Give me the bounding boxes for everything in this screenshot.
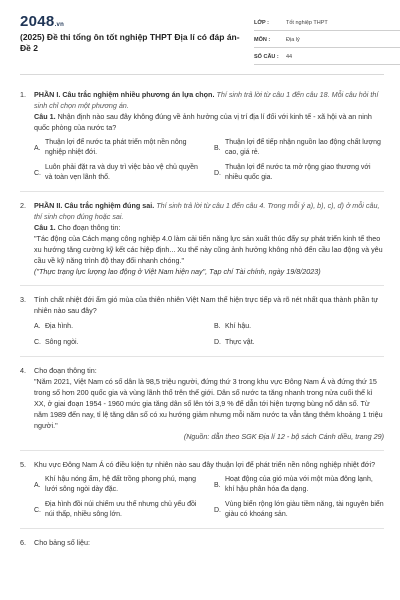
option-d[interactable] [214,500,384,520]
option-text: Thực vật. [225,338,255,346]
option-text: Khí hậu. [225,322,252,330]
section-heading: PHẦN I. Câu trắc nghiệm nhiều phương án lựa chọn. [34,90,215,99]
meta-row-count [254,50,400,65]
option-text: Thuận lợi để tiếp nhận nguồn lao động chất lượng cao, giá rẻ. [225,139,381,156]
meta-row-class [254,16,400,31]
option-letter: A. [34,323,41,330]
question-5 [20,459,384,520]
answer-options [34,321,384,348]
meta-key: SỐ CÂU : [254,54,279,60]
question-number: 6. [20,538,26,547]
option-b[interactable] [214,321,384,332]
option-d[interactable] [214,337,384,348]
question-1 [20,89,384,183]
option-c[interactable] [34,163,204,183]
info-passage: "Tác động của Cách mạng công nghiệp 4.0 làm cải tiến năng lực sản xuất thúc đẩy sự phát triển kinh tế theo xu hướng tăng cường kỹ kết các hiệp định... Xu thế này cũng ảnh hưởng không nhỏ đến cầu lao động và yêu cầu về kỹ năng trình độ thay đổi nhanh chóng." [34,234,383,265]
question-2 [20,200,384,277]
option-b[interactable] [214,475,384,495]
question-text: Tính chất nhiệt đới ẩm gió mùa của thiên nhiên Việt Nam thể hiện trực tiếp và rõ nét nhất qua thành phần tự nhiên nào sau đây? [34,295,379,315]
question-number: 1. [20,90,26,99]
question-number: 4. [20,366,26,375]
option-letter: D. [214,339,221,346]
option-c[interactable] [34,337,204,348]
answer-options [34,138,384,183]
option-letter: B. [214,481,221,489]
question-4 [20,365,384,442]
option-a[interactable] [34,321,204,332]
info-passage: "Năm 2021, Việt Nam có số dân là 98,5 triệu người, đứng thứ 3 trong khu vực Đông Nam Á và đứng thứ 15 trong số hơn 200 quốc gia và vùng lãnh thổ trên thế giới. Dân số nước ta tăng nhanh trong nửa cuối thế kỉ XX, ở giai đoạn 1954 - 1960 mức gia tăng dân số lên tới 3,9 % để dẫn tới hiện tượng bùng nổ dân số. Từ năm 1989 đến nay, tỉ lệ tăng dân số có xu hướng giảm nhưng mỗi năm nước ta vẫn tăng thêm khoảng 1 triệu người." [34,377,383,430]
logo-domain: .vn [54,22,65,28]
option-a[interactable] [34,138,204,158]
question-divider [20,191,384,192]
option-text: Sông ngòi. [45,338,79,346]
option-letter: A. [34,481,41,489]
section-heading: PHẦN II. Câu trắc nghiệm đúng sai. [34,201,155,210]
exam-meta-box [254,16,400,67]
question-divider [20,450,384,451]
option-text: Thuận lợi để nước ta mở rộng giao thương với nhiều quốc gia. [225,164,371,181]
question-text: Khu vực Đông Nam Á có điều kiện tự nhiên nào sau đây thuận lợi để phát triển nền nông nghiệp nhiệt đới? [34,460,376,469]
question-number: 5. [20,460,26,469]
option-letter: C. [34,169,41,177]
meta-row-subject [254,33,400,48]
section-instruction: Thí sinh trả lời từ câu 1 đến câu 18. Mỗi câu hỏi thí sinh chỉ chọn một phương án. [34,90,379,110]
option-letter: D. [214,169,221,177]
question-6 [20,537,384,548]
option-letter: A. [34,144,41,152]
section-instruction: Thí sinh trả lời từ câu 1 đến câu 4. Trong mỗi ý a), b), c), d) ở mỗi câu, thí sinh chọn đúng hoặc sai. [34,201,380,221]
option-letter: D. [214,506,221,514]
option-d[interactable] [214,163,384,183]
meta-value: Tốt nghiệp THPT [286,20,328,26]
meta-value: 44 [286,54,293,60]
site-logo[interactable] [20,13,64,30]
option-b[interactable] [214,138,384,158]
question-text: Cho bảng số liệu: [34,538,90,547]
option-c[interactable] [34,500,204,520]
question-text: Nhận định nào sau đây không đúng về ảnh hưởng của vị trí địa lí đối với kinh tế - xã hội và an ninh quốc phòng của nước ta? [34,112,372,132]
page-title: (2025) Đề thi tổng ôn tốt nghiệp THPT Địa lí có đáp án- Đề 2 [20,32,240,53]
question-label: Câu 1. [34,223,56,232]
question-lead: Cho đoạn thông tin: [55,223,121,232]
question-lead: Cho đoạn thông tin: [34,366,97,375]
option-text: Địa hình. [45,322,74,330]
option-a[interactable] [34,475,204,495]
passage-source: (Nguồn: dẫn theo SGK Địa lí 12 - bộ sách Cánh diều, trang 29) [183,432,384,441]
option-letter: B. [214,144,221,152]
option-text: Khí hậu nóng ẩm, hệ đất trồng phong phú, mạng lưới sông ngòi dày đặc. [45,476,197,493]
question-divider [20,528,384,529]
passage-source: ("Thực trạng lực lượng lao động ở Việt Nam hiện nay", Tạp chí Tài chính, ngày 19/8/2023) [34,267,321,276]
option-text: Vùng biển rộng lớn giàu tiềm năng, tài nguyên biển giàu có khoáng sản. [225,501,384,518]
question-number: 3. [20,295,26,304]
option-letter: B. [214,323,221,330]
question-3 [20,294,384,348]
question-label: Câu 1. [34,112,56,121]
option-text: Địa hình đồi núi chiếm ưu thế nhưng chủ yếu đồi núi thấp, nhiều sông lớn. [45,501,197,518]
option-text: Hoạt động của gió mùa với một mùa đông lạnh, khí hậu phân hóa đa dạng. [225,476,373,493]
option-letter: C. [34,339,41,346]
option-text: Luôn phải đặt ra và duy trì việc bảo vệ chủ quyền và toàn vẹn lãnh thổ. [45,164,198,181]
meta-value: Địa lý [286,37,300,43]
page-header [20,10,384,68]
answer-options [34,475,384,520]
question-number: 2. [20,201,26,210]
meta-key: LỚP : [254,20,269,26]
question-divider [20,356,384,357]
option-text: Thuận lợi để nước ta phát triển một nền nông nghiệp nhiệt đới. [45,139,187,156]
meta-key: MÔN : [254,37,271,43]
option-letter: C. [34,506,41,514]
logo-text: 2048 [20,13,55,30]
question-divider [20,285,384,286]
